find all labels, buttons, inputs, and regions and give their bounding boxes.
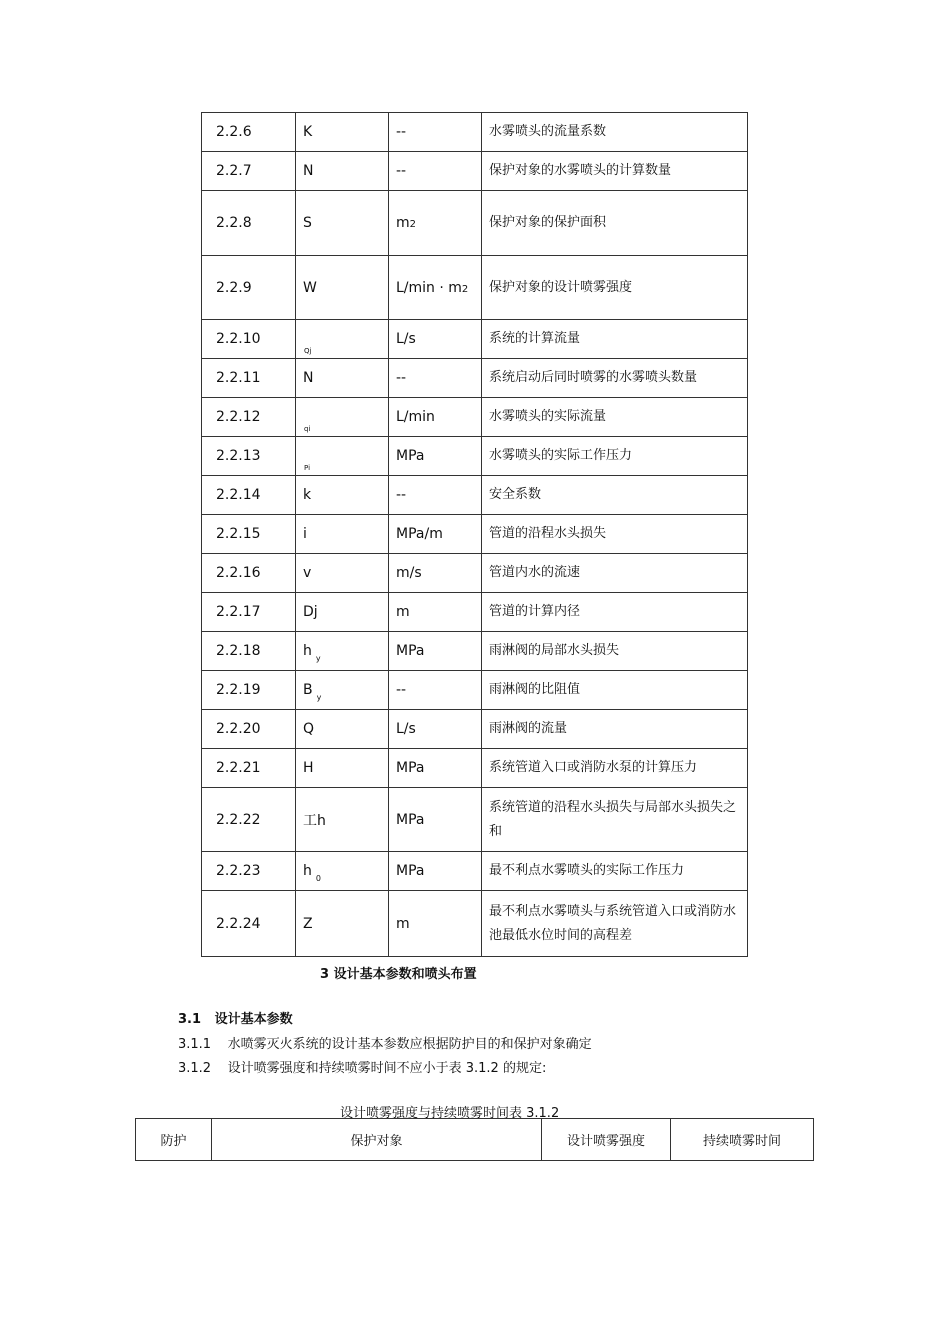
clause-number-cell: 2.2.10 — [202, 320, 296, 359]
symbol-cell — [296, 749, 389, 788]
unit: -- — [396, 682, 407, 698]
unit: m — [396, 604, 410, 620]
table-row — [202, 113, 748, 152]
symbol: S — [303, 215, 312, 231]
unit-cell — [389, 515, 482, 554]
clause-number-cell: 2.2.19 — [202, 671, 296, 710]
symbol-subscript: y — [316, 693, 322, 702]
unit-cell — [389, 191, 482, 256]
unit-cell — [389, 437, 482, 476]
symbol: K — [303, 124, 313, 140]
unit: MPa — [396, 863, 425, 879]
unit-cell — [389, 788, 482, 852]
description-cell: 保护对象的保护面积 — [482, 191, 748, 256]
unit-exponent: 2 — [461, 283, 469, 295]
symbol: Dj — [303, 604, 318, 620]
symbol-cell — [296, 632, 389, 671]
table-row — [202, 671, 748, 710]
symbol: H — [303, 760, 314, 776]
table-row — [202, 554, 748, 593]
unit: MPa — [396, 760, 425, 776]
symbol: N — [303, 163, 314, 179]
symbol-table — [201, 112, 748, 957]
unit-cell — [389, 398, 482, 437]
symbol: v — [303, 565, 312, 581]
clause-number-cell: 2.2.20 — [202, 710, 296, 749]
section-heading: 3 设计基本参数和喷头布置 — [320, 967, 477, 982]
table-row — [202, 476, 748, 515]
clause-number-cell: 2.2.16 — [202, 554, 296, 593]
description-cell: 系统管道的沿程水头损失与局部水头损失之和 — [482, 788, 748, 852]
symbol-subscript: y — [315, 654, 321, 663]
symbol-cell — [296, 191, 389, 256]
table-row — [202, 256, 748, 320]
symbol-cell — [296, 476, 389, 515]
symbol: h — [303, 863, 312, 879]
symbol-cell — [296, 113, 389, 152]
clause-number-cell: 2.2.15 — [202, 515, 296, 554]
symbol-cell — [296, 852, 389, 891]
unit-cell — [389, 632, 482, 671]
table-row — [202, 852, 748, 891]
subsection-heading — [178, 1008, 293, 1027]
clause-number-cell: 2.2.24 — [202, 891, 296, 957]
table-row — [202, 437, 748, 476]
subsection-title: 设计基本参数 — [214, 1012, 293, 1027]
unit-cell — [389, 852, 482, 891]
symbol-subscript: 0 — [315, 874, 321, 883]
unit: -- — [396, 487, 407, 503]
description-cell: 雨淋阀的比阻值 — [482, 671, 748, 710]
unit: -- — [396, 163, 407, 179]
unit-cell — [389, 359, 482, 398]
description-cell: 雨淋阀的局部水头损失 — [482, 632, 748, 671]
symbol-cell — [296, 437, 389, 476]
symbol-cell — [296, 152, 389, 191]
unit-cell — [389, 152, 482, 191]
unit-cell — [389, 113, 482, 152]
description-cell: 管道的计算内径 — [482, 593, 748, 632]
description-cell: 水雾喷头的实际流量 — [482, 398, 748, 437]
description-cell: 水雾喷头的流量系数 — [482, 113, 748, 152]
symbol-cell — [296, 788, 389, 852]
header-cell: 设计喷雾强度 — [542, 1119, 671, 1161]
unit: MPa — [396, 448, 425, 464]
table-row — [202, 191, 748, 256]
symbol: Q — [303, 721, 315, 737]
clause-number: 3.1.1 — [178, 1037, 212, 1052]
symbol: N — [303, 370, 314, 386]
clause-number-cell: 2.2.9 — [202, 256, 296, 320]
header-cell: 保护对象 — [212, 1119, 542, 1161]
clause-number-cell: 2.2.23 — [202, 852, 296, 891]
symbol-cell — [296, 359, 389, 398]
description-cell: 管道内水的流速 — [482, 554, 748, 593]
unit: m — [396, 215, 410, 231]
unit: m — [396, 915, 410, 932]
table-row — [202, 320, 748, 359]
table-row — [202, 632, 748, 671]
symbol-cell — [296, 710, 389, 749]
clause-text: 水喷雾灭火系统的设计基本参数应根据防护目的和保护对象确定 — [227, 1037, 592, 1052]
description-cell: 雨淋阀的流量 — [482, 710, 748, 749]
unit: m/s — [396, 565, 422, 581]
table-row — [202, 749, 748, 788]
table-row — [202, 515, 748, 554]
symbol-cell — [296, 671, 389, 710]
unit-cell — [389, 476, 482, 515]
clause-number-cell: 2.2.11 — [202, 359, 296, 398]
symbol-small: qi — [304, 425, 311, 433]
symbol: i — [303, 526, 307, 542]
symbol-cell — [296, 320, 389, 359]
symbol-cell — [296, 256, 389, 320]
clause-number-cell: 2.2.14 — [202, 476, 296, 515]
table-row — [202, 788, 748, 852]
clause-number-cell: 2.2.6 — [202, 113, 296, 152]
unit-cell — [389, 593, 482, 632]
clause-number: 3.1.2 — [178, 1061, 212, 1076]
description-cell: 水雾喷头的实际工作压力 — [482, 437, 748, 476]
description-cell: 系统管道入口或消防水泵的计算压力 — [482, 749, 748, 788]
unit: L/min · m — [396, 279, 462, 296]
symbol: Z — [303, 915, 313, 932]
unit-cell — [389, 320, 482, 359]
symbol-cell — [296, 398, 389, 437]
clause-number-cell: 2.2.21 — [202, 749, 296, 788]
unit: -- — [396, 370, 407, 386]
description-cell: 管道的沿程水头损失 — [482, 515, 748, 554]
symbol: k — [303, 487, 312, 503]
table-row — [202, 710, 748, 749]
unit-exponent: 2 — [409, 219, 417, 230]
unit-cell — [389, 710, 482, 749]
symbol: B — [303, 682, 313, 698]
description-cell: 系统启动后同时喷雾的水雾喷头数量 — [482, 359, 748, 398]
symbol-cell — [296, 554, 389, 593]
clause-number-cell: 2.2.13 — [202, 437, 296, 476]
unit: MPa — [396, 643, 425, 659]
header-cell: 防护 — [136, 1119, 212, 1161]
symbol: 工h — [303, 812, 326, 829]
subsection-number: 3.1 — [178, 1012, 202, 1027]
clause-number-cell: 2.2.18 — [202, 632, 296, 671]
unit-cell — [389, 554, 482, 593]
clause-number-cell: 2.2.22 — [202, 788, 296, 852]
symbol-cell — [296, 593, 389, 632]
clause-3-1-1 — [178, 1033, 592, 1052]
spray-intensity-table — [135, 1118, 814, 1161]
table-row — [202, 593, 748, 632]
table-row — [202, 891, 748, 957]
table-caption: 设计喷雾强度与持续喷雾时间表 3.1.2 — [340, 1106, 560, 1121]
description-cell: 保护对象的水雾喷头的计算数量 — [482, 152, 748, 191]
clause-number-cell: 2.2.17 — [202, 593, 296, 632]
table-header-row — [136, 1119, 814, 1161]
symbol-small: Qj — [304, 347, 312, 355]
description-cell: 最不利点水雾喷头与系统管道入口或消防水池最低水位时间的高程差 — [482, 891, 748, 957]
symbol: W — [303, 279, 317, 296]
clause-number-cell: 2.2.7 — [202, 152, 296, 191]
clause-3-1-2 — [178, 1057, 546, 1076]
header-cell: 持续喷雾时间 — [671, 1119, 814, 1161]
unit-cell — [389, 671, 482, 710]
description-cell: 系统的计算流量 — [482, 320, 748, 359]
table-row — [202, 152, 748, 191]
description-cell: 保护对象的设计喷雾强度 — [482, 256, 748, 320]
unit-cell — [389, 256, 482, 320]
symbol: h — [303, 643, 312, 659]
unit: MPa/m — [396, 526, 443, 542]
table-row — [202, 398, 748, 437]
unit-cell — [389, 891, 482, 957]
unit: -- — [396, 124, 407, 140]
unit: L/min — [396, 409, 435, 425]
description-cell: 最不利点水雾喷头的实际工作压力 — [482, 852, 748, 891]
symbol-small: Pi — [304, 464, 311, 472]
clause-number-cell: 2.2.8 — [202, 191, 296, 256]
symbol-cell — [296, 891, 389, 957]
unit: L/s — [396, 331, 416, 347]
table-row — [202, 359, 748, 398]
unit: MPa — [396, 811, 425, 828]
symbol-cell — [296, 515, 389, 554]
clause-text: 设计喷雾强度和持续喷雾时间不应小于表 3.1.2 的规定: — [227, 1061, 547, 1076]
description-cell: 安全系数 — [482, 476, 748, 515]
unit: L/s — [396, 721, 416, 737]
clause-number-cell: 2.2.12 — [202, 398, 296, 437]
unit-cell — [389, 749, 482, 788]
